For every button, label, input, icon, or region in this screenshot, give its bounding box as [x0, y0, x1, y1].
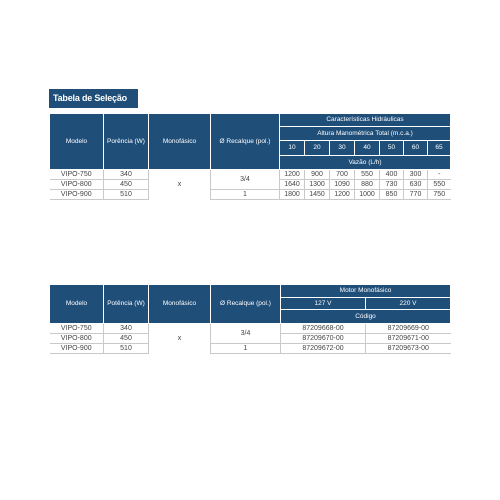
header-height: 10 — [280, 141, 305, 156]
header-height: 60 — [404, 141, 428, 156]
cell-code-220: 87209673-00 — [366, 344, 451, 354]
cell-recalque: 1 — [211, 344, 281, 354]
table-row — [50, 190, 451, 200]
cell-flow: 880 — [355, 180, 380, 190]
cell-flow: 400 — [380, 170, 404, 180]
header-height: 20 — [305, 141, 330, 156]
cell-code-220: 87209671-00 — [366, 334, 451, 344]
cell-modelo: VIPO-800 — [50, 334, 104, 344]
table-row — [50, 324, 451, 334]
cell-modelo: VIPO-900 — [50, 344, 104, 354]
header-height: 40 — [355, 141, 380, 156]
cell-flow: 700 — [330, 170, 355, 180]
motor-code-table — [49, 284, 451, 354]
cell-monofasico: x — [149, 324, 211, 354]
header-220v: 220 V — [366, 298, 451, 310]
header-recalque: Ø Recalque (pol.) — [211, 285, 281, 324]
cell-recalque: 1 — [211, 190, 280, 200]
header-motor: Motor Monofásico — [281, 285, 451, 298]
cell-flow: 550 — [428, 180, 451, 190]
header-altura: Altura Manométrica Total (m.c.a.) — [280, 127, 451, 141]
cell-potencia: 340 — [104, 324, 149, 334]
cell-flow: 1450 — [305, 190, 330, 200]
cell-recalque: 3/4 — [211, 324, 281, 344]
header-height: 30 — [330, 141, 355, 156]
cell-modelo: VIPO-900 — [50, 190, 104, 200]
table-row — [50, 344, 451, 354]
header-height: 65 — [428, 141, 451, 156]
cell-potencia: 510 — [104, 344, 149, 354]
cell-potencia: 340 — [104, 170, 149, 180]
cell-code-127: 87209672-00 — [281, 344, 366, 354]
cell-flow: 630 — [404, 180, 428, 190]
section-title: Tabela de Seleção — [49, 89, 138, 108]
cell-code-220: 87209669-00 — [366, 324, 451, 334]
header-modelo: Modelo — [50, 114, 104, 170]
header-height: 50 — [380, 141, 404, 156]
header-127v: 127 V — [281, 298, 366, 310]
cell-potencia: 510 — [104, 190, 149, 200]
cell-recalque: 3/4 — [211, 170, 280, 190]
cell-code-127: 87209670-00 — [281, 334, 366, 344]
table-row — [50, 170, 451, 180]
cell-potencia: 450 — [104, 334, 149, 344]
cell-flow: 1800 — [280, 190, 305, 200]
cell-flow: 1200 — [280, 170, 305, 180]
header-potencia: Porência (W) — [104, 114, 149, 170]
cell-potencia: 450 — [104, 180, 149, 190]
header-monofasico: Monofásico — [149, 285, 211, 324]
header-potencia: Potência (W) — [104, 285, 149, 324]
header-recalque: Ø Recalque (pol.) — [211, 114, 280, 170]
cell-flow: 730 — [380, 180, 404, 190]
cell-monofasico: x — [149, 170, 211, 200]
header-modelo: Modelo — [50, 285, 104, 324]
cell-flow: 1200 — [330, 190, 355, 200]
cell-modelo: VIPO-750 — [50, 324, 104, 334]
cell-flow: 900 — [305, 170, 330, 180]
cell-flow: 1090 — [330, 180, 355, 190]
header-monofasico: Monofásico — [149, 114, 211, 170]
cell-flow: 300 — [404, 170, 428, 180]
cell-modelo: VIPO-750 — [50, 170, 104, 180]
header-codigo: Código — [281, 310, 451, 324]
cell-code-127: 87209668-00 — [281, 324, 366, 334]
cell-flow: 750 — [428, 190, 451, 200]
cell-flow: 1640 — [280, 180, 305, 190]
cell-flow: - — [428, 170, 451, 180]
cell-flow: 1300 — [305, 180, 330, 190]
hydraulic-selection-table — [49, 113, 451, 200]
cell-modelo: VIPO-800 — [50, 180, 104, 190]
cell-flow: 550 — [355, 170, 380, 180]
cell-flow: 770 — [404, 190, 428, 200]
header-vazao: Vazão (L/h) — [280, 156, 451, 170]
cell-flow: 850 — [380, 190, 404, 200]
header-caracteristicas: Características Hidráulicas — [280, 114, 451, 127]
cell-flow: 1000 — [355, 190, 380, 200]
